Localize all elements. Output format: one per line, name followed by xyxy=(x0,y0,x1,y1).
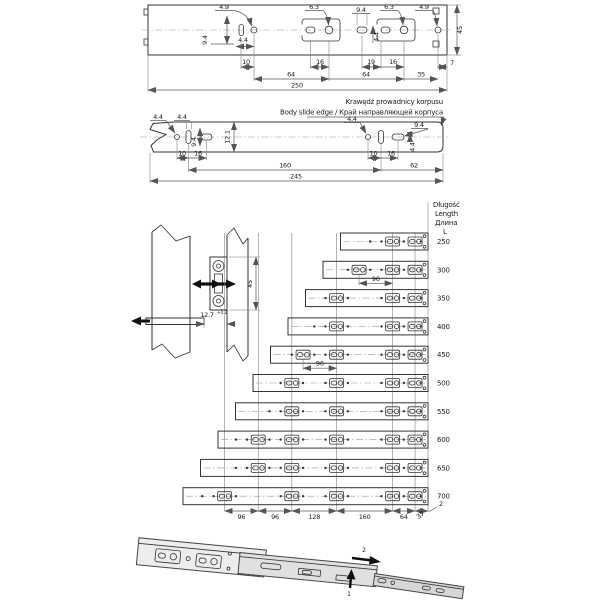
hole-dot xyxy=(279,495,281,497)
hole-dot xyxy=(380,240,382,242)
hole-dot xyxy=(201,495,203,497)
square-hole-top xyxy=(433,8,439,14)
edge-hole xyxy=(423,235,426,238)
hole-dot xyxy=(347,467,349,469)
header-dlina: Длина xyxy=(435,219,458,227)
hole-dot xyxy=(324,438,326,440)
hole-dot xyxy=(369,269,371,271)
hole-dot xyxy=(347,325,349,327)
break-line xyxy=(227,228,248,244)
hole-dot xyxy=(324,354,326,356)
hole-dot xyxy=(403,438,405,440)
dim-label: 64 xyxy=(399,513,408,521)
hole-dot xyxy=(279,467,281,469)
dim-label: 4.9 xyxy=(419,3,429,11)
length-value: 250 xyxy=(437,238,450,246)
hole-dot xyxy=(302,438,304,440)
hole-dot xyxy=(291,354,293,356)
hole-dot xyxy=(279,410,281,412)
hole-dot xyxy=(403,495,405,497)
hole-dot xyxy=(403,325,405,327)
arrow1-label: 1 xyxy=(347,591,351,598)
edge-hole xyxy=(423,330,426,333)
edge-hole xyxy=(423,274,426,277)
top-view-drawing xyxy=(142,3,464,92)
left-lug-top xyxy=(144,9,148,15)
dim-label: 16 xyxy=(316,58,324,66)
dim-label: 16 xyxy=(194,149,202,158)
hole-dot xyxy=(279,382,281,384)
hole-dot xyxy=(268,410,270,412)
left-lug-bottom xyxy=(144,39,148,45)
edge-hole xyxy=(423,291,426,294)
hole-dot xyxy=(380,269,382,271)
dim-label: 4.4 xyxy=(347,115,357,123)
dim-label: 7 xyxy=(450,59,454,67)
hole-dot xyxy=(403,269,405,271)
pull-direction-arrow xyxy=(131,317,141,326)
hole-dot xyxy=(380,495,382,497)
edge-hole xyxy=(423,376,426,379)
hole-dot xyxy=(380,382,382,384)
dim-label: 4.9 xyxy=(219,3,229,11)
inner-member xyxy=(373,574,464,599)
hole-dot xyxy=(403,297,405,299)
dim-label: 64 xyxy=(362,70,370,79)
dim-label: 45 xyxy=(456,26,464,34)
cross-section-view xyxy=(131,225,260,361)
hole-dot xyxy=(347,269,349,271)
dim-label: 19 xyxy=(367,58,375,66)
hole-dot xyxy=(324,467,326,469)
edge-dim-label: 2 xyxy=(439,500,443,508)
edge-hole xyxy=(423,490,426,493)
rail-row xyxy=(341,233,450,250)
hole-dot xyxy=(324,495,326,497)
edge-hole xyxy=(423,348,426,351)
rail-row xyxy=(201,459,450,476)
dim-label: 10 xyxy=(178,149,186,158)
hole-dot xyxy=(347,438,349,440)
hole-dot xyxy=(347,495,349,497)
edge-hole xyxy=(423,245,426,248)
rail-row xyxy=(253,375,450,392)
length-value: 700 xyxy=(437,492,450,501)
header-L: L xyxy=(443,228,447,236)
dim-label: 12.1 xyxy=(223,130,232,144)
dim-label: 16 xyxy=(387,149,395,158)
hole-dot xyxy=(369,240,371,242)
hole-dot xyxy=(246,438,248,440)
hole-dot xyxy=(302,467,304,469)
dim-label: 96 xyxy=(271,513,279,521)
length-value: 600 xyxy=(437,436,450,445)
dim-label: 9.4 xyxy=(356,6,366,14)
dim-label: 96 xyxy=(315,359,324,368)
hole-dot xyxy=(235,438,237,440)
dim-label: 4.4 xyxy=(408,142,417,152)
dim-label: 4.4 xyxy=(153,113,163,121)
rail-row xyxy=(183,488,450,505)
hole-dot xyxy=(380,410,382,412)
length-value: 550 xyxy=(437,407,450,416)
length-value: 300 xyxy=(437,266,450,275)
dim-label: 10 xyxy=(369,149,378,158)
edge-hole xyxy=(423,359,426,362)
break-line xyxy=(152,344,190,358)
dim-label: 4.4 xyxy=(372,32,381,42)
hole-dot xyxy=(347,354,349,356)
dim-label: 128 xyxy=(308,513,321,521)
hole-dot xyxy=(246,467,248,469)
rail-row xyxy=(306,290,450,307)
hole-dot xyxy=(380,325,382,327)
dim-label: 160 xyxy=(279,161,291,170)
hole-dot xyxy=(403,467,405,469)
edge-hole xyxy=(423,500,426,503)
hole-dot xyxy=(403,382,405,384)
edge-hole xyxy=(423,444,426,447)
header-dlugosc: Długość xyxy=(433,201,460,209)
hole-dot xyxy=(302,382,304,384)
hole-dot xyxy=(268,438,270,440)
hole-dot xyxy=(212,495,214,497)
length-value: 450 xyxy=(437,351,450,360)
slide-out-arrow xyxy=(369,556,381,565)
rail-row xyxy=(323,261,450,278)
length-value: 650 xyxy=(437,464,450,473)
edge-hole xyxy=(423,405,426,408)
edge-hole xyxy=(423,320,426,323)
edge-hole xyxy=(423,263,426,266)
header-length: Length xyxy=(435,210,458,218)
dim-label: 10 xyxy=(242,58,250,66)
edge-hole xyxy=(423,415,426,418)
edge-hole xyxy=(423,302,426,305)
dim-label: 9.4 xyxy=(414,121,424,129)
hole-dot xyxy=(279,438,281,440)
break-line xyxy=(152,225,190,241)
hole-dot xyxy=(324,297,326,299)
hole-dot xyxy=(380,467,382,469)
hole-dot xyxy=(380,438,382,440)
dim-label: 64 xyxy=(287,70,295,79)
hole-dot xyxy=(403,410,405,412)
length-value: 500 xyxy=(437,379,450,388)
break-line xyxy=(227,345,248,361)
edge-hole xyxy=(423,472,426,475)
rail-row xyxy=(236,403,450,420)
rail-length-table xyxy=(183,202,450,521)
hole-dot xyxy=(380,354,382,356)
length-table-header xyxy=(433,201,460,236)
note-polish: Krawędź prowadnicy korpusu xyxy=(345,98,443,106)
edge-hole xyxy=(423,387,426,390)
hole-dot xyxy=(403,354,405,356)
rail-row xyxy=(288,318,450,335)
hole-dot xyxy=(324,382,326,384)
rail-row xyxy=(271,346,450,363)
slot-group xyxy=(296,350,310,359)
body-slide-view xyxy=(140,98,450,183)
dim-label: 96 xyxy=(371,274,380,283)
isometric-view xyxy=(136,538,465,599)
hole-dot xyxy=(347,410,349,412)
hole-dot xyxy=(403,240,405,242)
note-en-ru: Body slide edge / Край направляющей корпуса xyxy=(280,108,443,117)
dim-label: 250 xyxy=(291,81,303,90)
dim-label: 96 xyxy=(237,513,246,521)
edge-hole xyxy=(423,461,426,464)
tolerance-label: +0.2 xyxy=(217,310,228,315)
dim-label: 160 xyxy=(358,513,371,521)
dim-label: 9.4 xyxy=(201,35,209,45)
length-value: 400 xyxy=(437,322,450,331)
dim-label: 62 xyxy=(410,161,418,170)
dim-label: 35 xyxy=(417,70,425,79)
dim-label: 37 xyxy=(414,509,426,521)
hole-dot xyxy=(324,325,326,327)
dim-label: 245 xyxy=(290,172,302,181)
arrow2-label: 2 xyxy=(362,547,366,554)
hole-dot xyxy=(380,297,382,299)
dim-label: 9.4 xyxy=(190,137,198,147)
dim-label: 4.4 xyxy=(238,36,248,44)
dim-label: 6.3 xyxy=(384,3,394,11)
length-value: 350 xyxy=(437,294,450,303)
hole-dot xyxy=(268,467,270,469)
dim-label: 6.3 xyxy=(309,3,319,11)
dim-label: 12.7 xyxy=(200,311,214,319)
hole-dot xyxy=(313,325,315,327)
hole-dot xyxy=(324,410,326,412)
hole-dot xyxy=(347,297,349,299)
hole-dot xyxy=(302,495,304,497)
hole-dot xyxy=(235,495,237,497)
dim-label: 4.4 xyxy=(177,113,187,121)
edge-hole xyxy=(423,433,426,436)
hole-dot xyxy=(235,467,237,469)
hole-dot xyxy=(347,382,349,384)
dim-label: 45 xyxy=(246,280,254,288)
hole-dot xyxy=(313,354,315,356)
hole-dot xyxy=(302,410,304,412)
dim-label: 16 xyxy=(389,58,397,66)
drawer-bottom-bar xyxy=(146,318,204,325)
